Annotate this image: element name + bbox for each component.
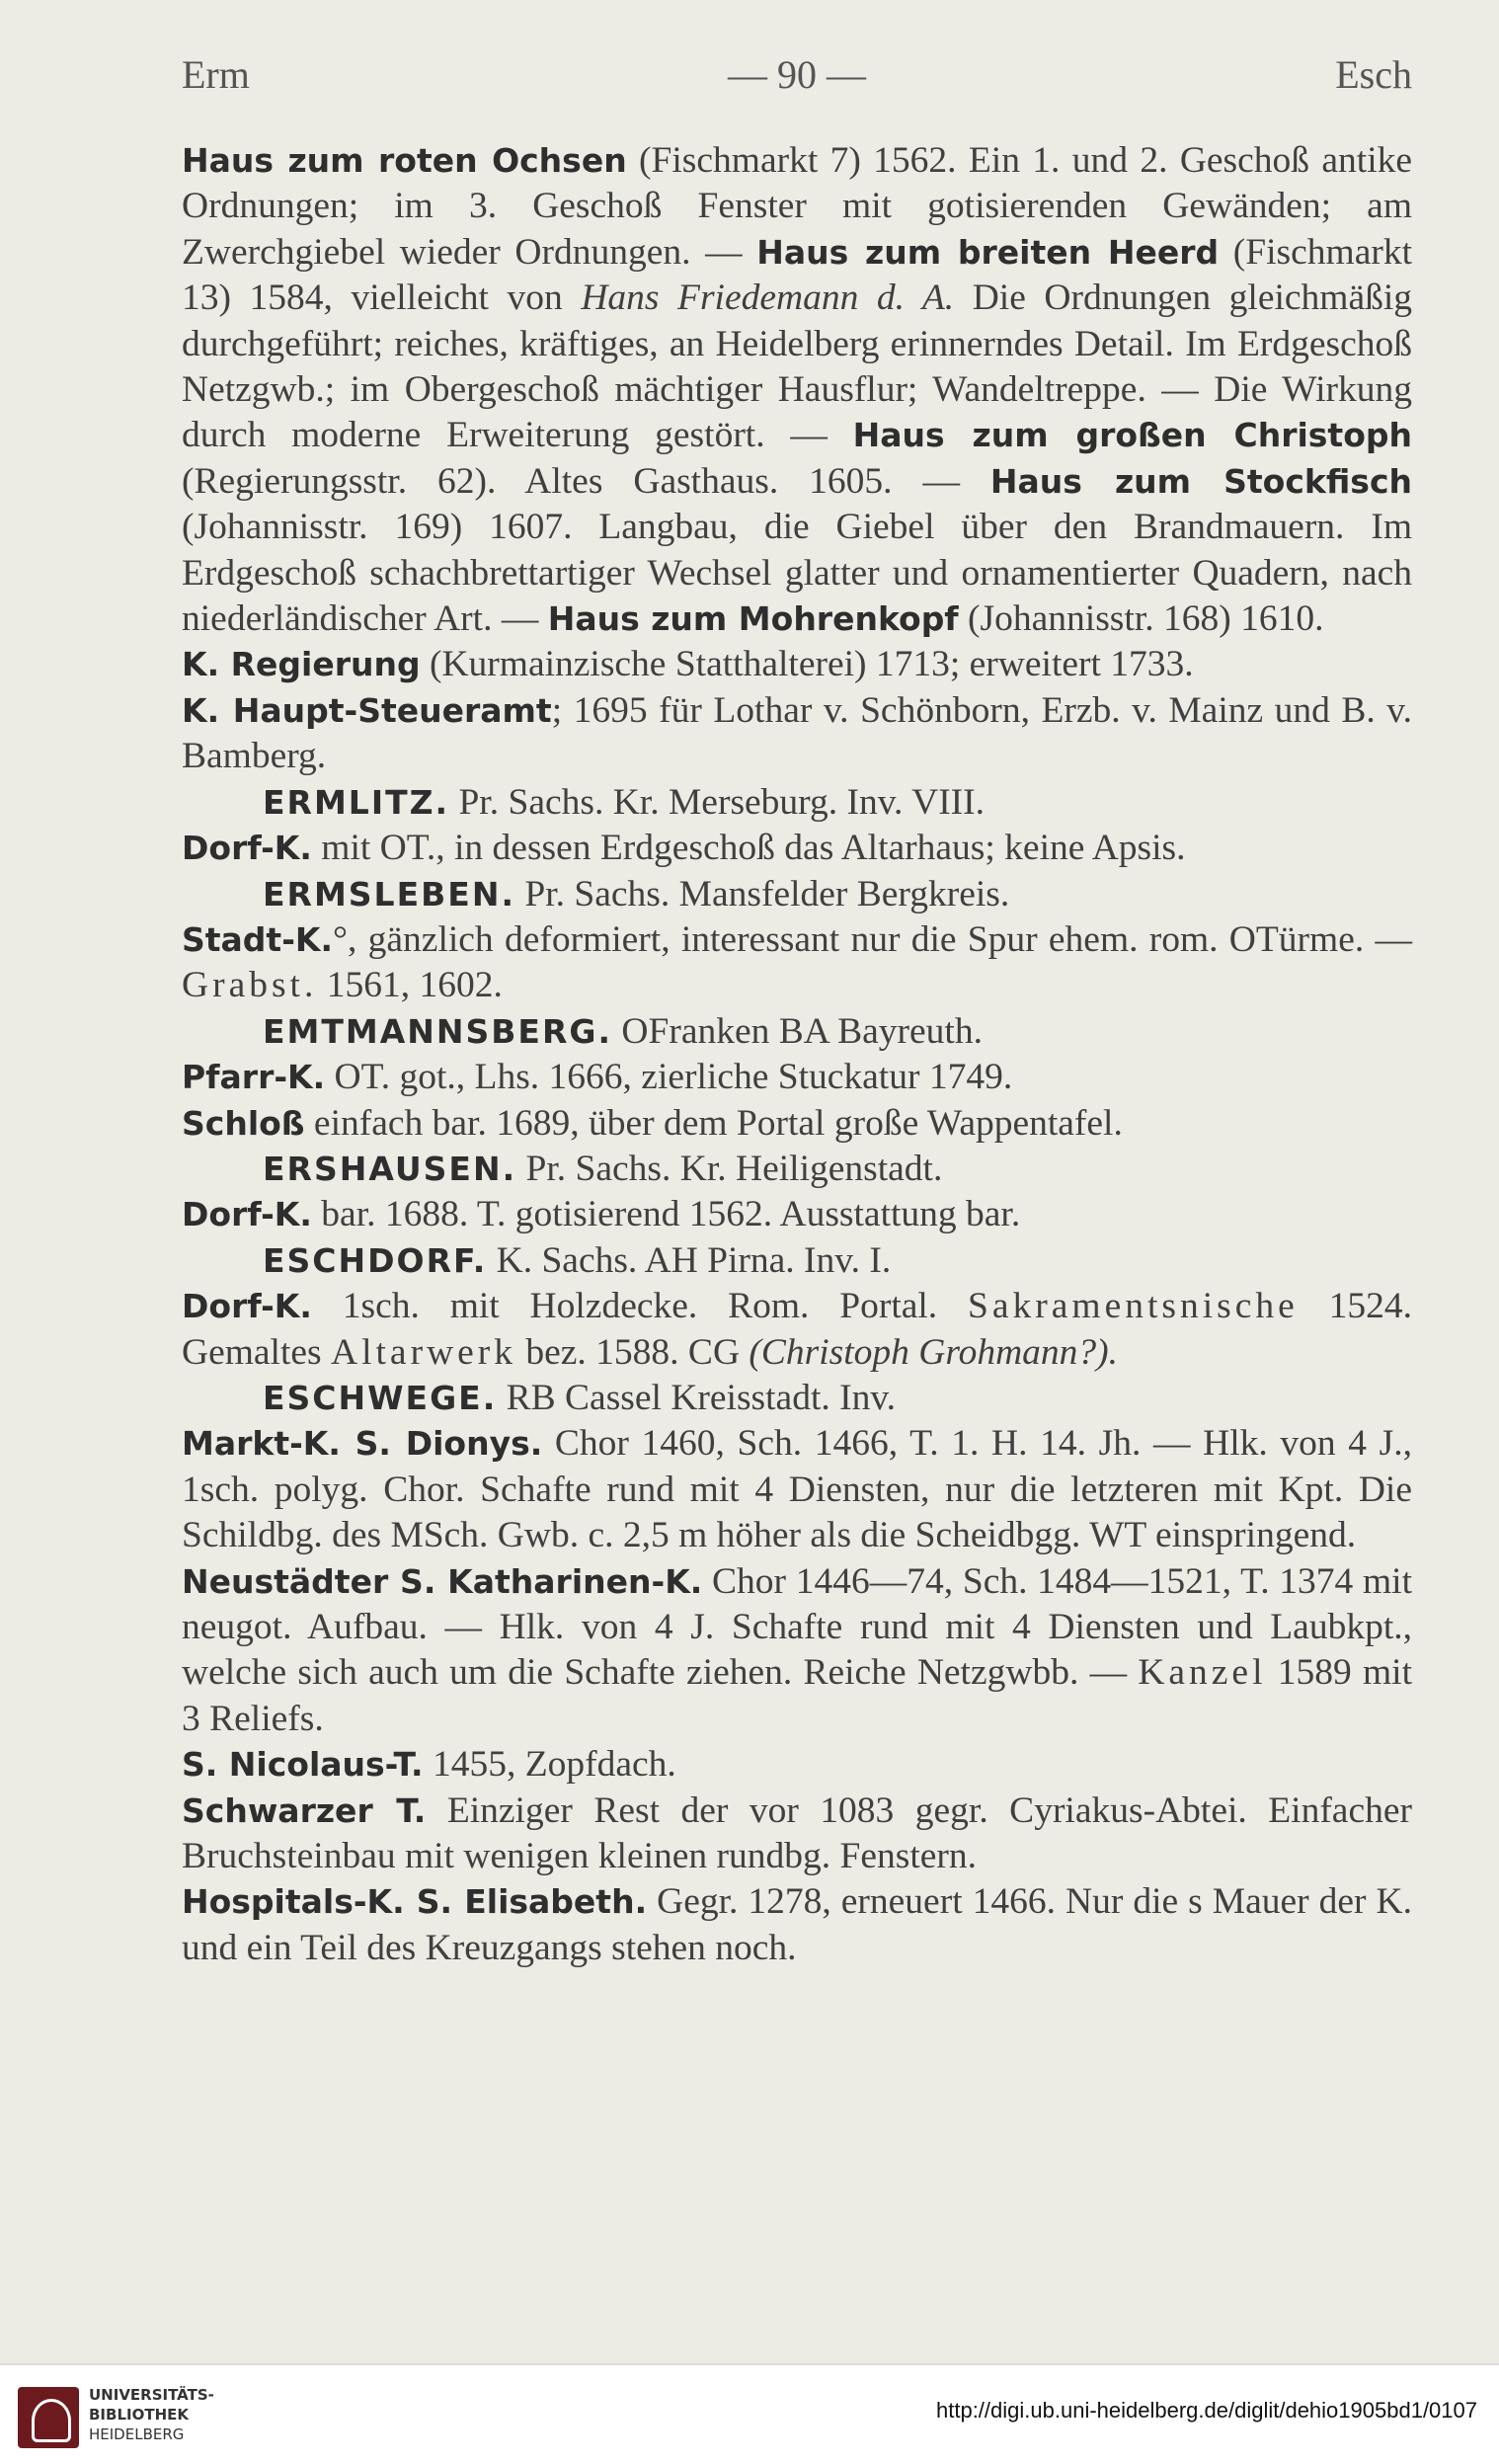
library-name-line: HEIDELBERG — [89, 2425, 185, 2443]
entry-title: Dorf-K. — [182, 1195, 312, 1234]
place-name: ERMSLEBEN. — [263, 874, 515, 914]
entry-title: K. Regierung — [182, 645, 421, 684]
entry-emt-schloss — [182, 1101, 1412, 1147]
library-name-line: BIBLIOTHEK — [89, 2406, 189, 2424]
entry-regierung — [182, 642, 1412, 687]
library-name — [89, 2385, 214, 2444]
entry-ermsleben-stadt — [182, 917, 1412, 1009]
entry-title: Haus zum Stockfisch — [989, 461, 1412, 501]
entry-title: Hospitals-K. S. Elisabeth. — [182, 1882, 648, 1922]
library-name-line: UNIVERSITÄTS- — [89, 2386, 214, 2404]
source-url-link[interactable]: http://digi.ub.uni-heidelberg.de/diglit/dehio1905bd1/0107 — [936, 2398, 1477, 2423]
viewer-footer — [0, 2363, 1499, 2464]
spaced-term: Grabst. — [182, 965, 318, 1006]
entry-title: Markt-K. S. Dionys. — [182, 1424, 543, 1464]
entry-text: Die Ordnungen gleichmäßig durchgeführt; reiches, kräftiges, an Heidelberg erinnerndes Detail. Im Erdgeschoß Netzgwb.; im Obergeschoß mächtiger Hausflur; Wandeltreppe. — Die Wirkung durch moderne Erweiterung gestört. — — [182, 278, 1413, 456]
entry-title: Haus zum Mohrenkopf — [547, 599, 959, 639]
entry-title: Dorf-K. — [182, 829, 312, 868]
entry-ershausen-dorf — [182, 1192, 1412, 1237]
entry-title: Schloß — [182, 1103, 305, 1143]
entry-hospitals-k — [182, 1879, 1412, 1971]
entry-title: S. Nicolaus-T. — [182, 1745, 424, 1785]
entry-text: mit OT., in dessen Erdgeschoß das Altarhaus; keine Apsis. — [311, 828, 1186, 869]
entry-text: OT. got., Lhs. 1666, zierliche Stuckatur 1749. — [325, 1057, 1013, 1098]
entry-title: Haus zum breiten Heerd — [756, 232, 1220, 272]
entry-neustaedter — [182, 1559, 1412, 1743]
spaced-term: Sakramentsnische — [968, 1286, 1299, 1327]
place-heading-emtmannsberg — [182, 1009, 1412, 1055]
entry-markt-k — [182, 1421, 1412, 1558]
place-info: OFranken BA Bayreuth. — [612, 1010, 983, 1052]
place-info: Pr. Sachs. Kr. Merseburg. Inv. VIII. — [449, 781, 986, 823]
entry-text: Gegr. 1278, erneuert 1466. Nur die s Mauer der K. und ein Teil des Kreuzgangs stehen noch. — [182, 1881, 1412, 1968]
place-info: Pr. Sachs. Kr. Heiligenstadt. — [516, 1148, 943, 1189]
place-heading-eschdorf — [182, 1238, 1412, 1284]
entry-text: 1524. Gemaltes — [182, 1286, 1413, 1373]
entry-text: einfach bar. 1689, über dem Portal große Wappentafel. — [304, 1102, 1123, 1144]
place-name: ESCHDORF. — [263, 1240, 488, 1280]
entry-title: Haus zum großen Christoph — [852, 416, 1412, 455]
place-name: ESCHWEGE. — [263, 1378, 498, 1417]
header-right: Esch — [1335, 52, 1412, 97]
entry-text: 1sch. mit Holzdecke. Rom. Portal. — [311, 1286, 969, 1327]
artist-name: (Christoph Grohmann?). — [749, 1331, 1119, 1373]
entry-text: (Fischmarkt 7) 1562. Ein 1. und 2. Geschoß antike Ordnungen; im 3. Geschoß Fenster mit gotisierenden Gewänden; am Zwerchgiebel wieder Ordnungen. — — [182, 140, 1413, 273]
entry-eschdorf-dorf — [182, 1284, 1412, 1376]
entry-text: bez. 1588. CG — [516, 1331, 750, 1373]
running-header — [182, 51, 1412, 103]
entry-text: (Johannisstr. 169) 1607. Langbau, die Giebel über den Brandmauern. Im Erdgeschoß schachbrettartiger Wechsel glatter und ornamentierter Quadern, nach niederländischer Art. — — [182, 507, 1412, 640]
place-name: ERMLITZ. — [263, 782, 450, 822]
place-heading-ermsleben — [182, 872, 1412, 917]
entry-title: Neustädter S. Katharinen-K. — [182, 1561, 703, 1601]
entry-ermlitz-dorf — [182, 826, 1412, 871]
place-heading-ershausen — [182, 1147, 1412, 1192]
entry-emt-pfarr — [182, 1055, 1412, 1100]
spaced-term: Altarwerk — [331, 1331, 517, 1373]
entry-text: 1561, 1602. — [317, 965, 503, 1006]
page-number: — 90 — — [728, 52, 866, 97]
artist-name: Hans Friedemann d. A. — [581, 278, 955, 319]
entry-text: bar. 1688. T. gotisierend 1562. Ausstattung bar. — [311, 1194, 1021, 1235]
entry-text: Chor 1446—74, Sch. 1484—1521, T. 1374 mit neugot. Aufbau. — Hlk. von 4 J. Schafte rund mit 4 Diensten und Laubkpt., welche sich auch um die Schafte ziehen. Reiche Netzgwbb. — — [182, 1560, 1413, 1694]
entry-text: ; 1695 für Lothar v. Schönborn, Erzb. v. Mainz und B. v. Bamberg. — [182, 689, 1412, 777]
entry-text: (Johannisstr. 168) 1610. — [958, 598, 1324, 640]
entry-title: Haus zum roten Ochsen — [182, 141, 627, 180]
place-info: K. Sachs. AH Pirna. Inv. I. — [487, 1239, 892, 1281]
entry-title: Pfarr-K. — [182, 1058, 326, 1097]
entry-title: K. Haupt-Steueramt — [182, 690, 552, 730]
entry-text: 1455, Zopfdach. — [423, 1744, 676, 1786]
entry-nicolaus — [182, 1742, 1412, 1788]
entry-text: (Kurmainzische Statthalterei) 1713; erweitert 1733. — [420, 644, 1194, 685]
entry-schwarzer-t — [182, 1788, 1412, 1880]
place-name: ERSHAUSEN. — [263, 1149, 517, 1188]
entry-text: 1589 mit 3 Reliefs. — [182, 1652, 1412, 1739]
entry-text: (Fischmarkt 13) 1584, vielleicht von — [182, 231, 1412, 319]
entry-erfurt-houses — [182, 138, 1412, 642]
entry-title: Stadt-K. — [182, 919, 334, 959]
spaced-term: Kanzel — [1138, 1652, 1267, 1694]
entry-text: Einziger Rest der vor 1083 gegr. Cyriakus-Abtei. Einfacher Bruchsteinbau mit wenigen kleinen rundbg. Fenstern. — [182, 1789, 1412, 1877]
header-left: Erm — [182, 52, 250, 97]
entry-steueramt — [182, 688, 1412, 780]
place-info: RB Cassel Kreisstadt. Inv. — [497, 1377, 897, 1418]
place-name: EMTMANNSBERG. — [263, 1011, 613, 1051]
entry-text: , gänzlich deformiert, interessant nur die Spur ehem. rom. OTürme. — — [348, 918, 1412, 960]
page-body — [182, 138, 1412, 1971]
place-info: Pr. Sachs. Mansfelder Bergkreis. — [514, 873, 1010, 914]
university-seal-icon — [18, 2387, 79, 2448]
entry-title: Dorf-K. — [182, 1287, 312, 1326]
place-heading-eschwege — [182, 1376, 1412, 1421]
degree-mark: ° — [333, 918, 349, 960]
place-heading-ermlitz — [182, 780, 1412, 826]
entry-text: Chor 1460, Sch. 1466, T. 1. H. 14. Jh. — Hlk. von 4 J., 1sch. polyg. Chor. Schafte rund mit 4 Diensten, nur die letzteren mit Kpt. Die Schildbg. des MSch. Gwb. c. 2,5 m höher als die Scheidbgg. WT einspringend. — [182, 1423, 1412, 1556]
entry-title: Schwarzer T. — [182, 1790, 427, 1830]
entry-text: (Regierungsstr. 62). Altes Gasthaus. 1605. — — [182, 460, 990, 502]
